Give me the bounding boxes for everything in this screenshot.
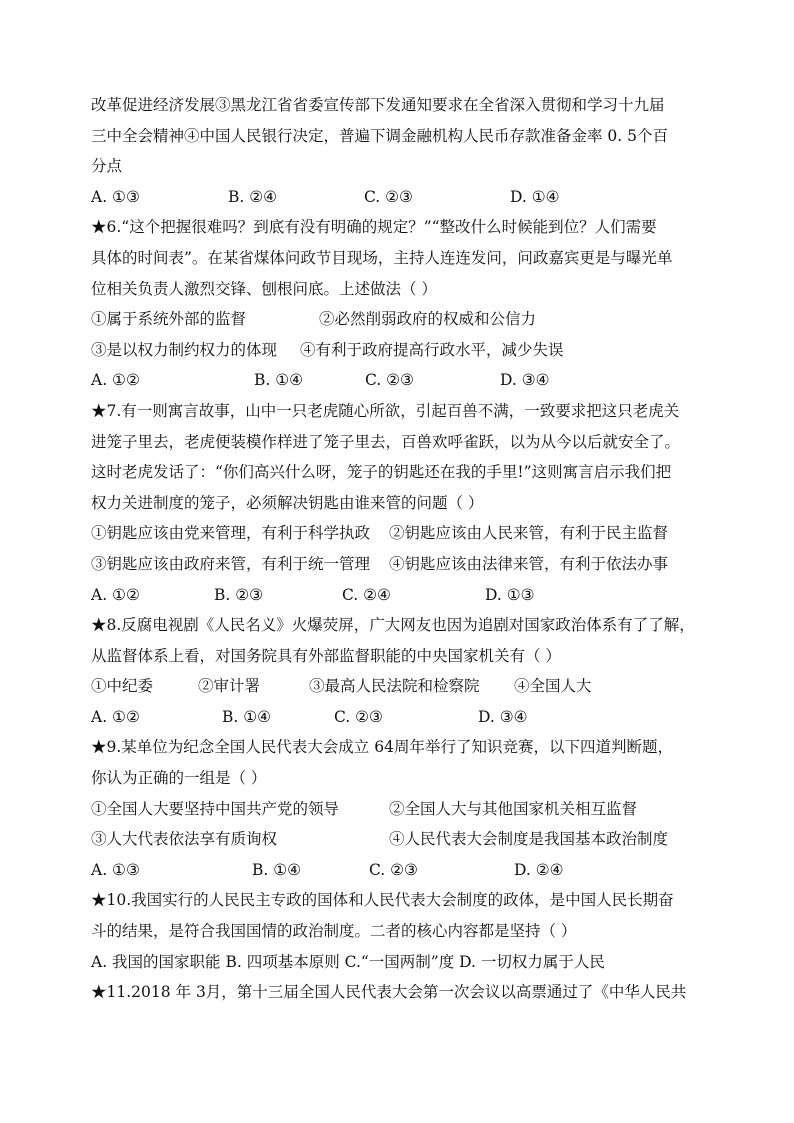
q8-statement-3: ③最高人民法院和检察院 [309, 677, 480, 696]
q6-statements-row [91, 335, 711, 366]
q8-statement-2: ②审计署 [198, 677, 261, 696]
q8-statements-row [91, 671, 711, 702]
q6-statement-3: ③是以权力制约权力的体现 [91, 340, 278, 359]
q7-statement-1: ①钥匙应该由党来管理，有利于科学执政 [91, 524, 371, 543]
option-c: C. ②③ [369, 860, 418, 879]
option-b: B. ②③ [214, 585, 264, 604]
text-line: 分点 [91, 157, 123, 176]
q7-stem-line: ★7.有一则寓言故事，山中一只老虎随心所欲，引起百兽不满，一致要求把这只老虎关 [91, 401, 680, 420]
option-d: D. ①④ [510, 187, 560, 206]
q6-statements-row [91, 304, 711, 335]
option-c: C. ②③ [364, 187, 413, 206]
q7-statements-row [91, 518, 711, 549]
option-c: C. ②③ [365, 371, 414, 390]
option-b: B. ①④ [252, 860, 302, 879]
q10-options: A. 我国的国家职能 B. 四项基本原则 C.“一国两制”度 D. 一切权力属于人民 [91, 952, 605, 971]
q9-stem-line: ★9.某单位为纪念全国人民代表大会成立 64周年举行了知识竞赛，以下四道判断题， [91, 738, 673, 757]
option-a: A. ①③ [91, 187, 140, 206]
option-a: A. ①② [91, 707, 140, 726]
option-d: D. ①③ [485, 585, 535, 604]
q6-options [91, 365, 711, 396]
option-b: B. ①④ [222, 707, 272, 726]
q7-statement-3: ③钥匙应该由政府来管，有利于统一管理 [91, 554, 371, 573]
q7-options [91, 580, 711, 611]
option-d: D. ③④ [500, 371, 550, 390]
q6-stem-line: 位相关负责人激烈交锋、刨根问底。上述做法（ ） [91, 279, 437, 298]
q6-stem-line: 具体的时间表”。在某省煤体问政节目现场，主持人连连发问，问政嘉宾更是与曝光单 [91, 248, 673, 267]
q6-statement-2: ②必然削弱政府的权威和公信力 [319, 310, 537, 329]
q9-statement-3: ③人大代表依法享有质询权 [91, 830, 278, 849]
text-line: 改革促进经济发展③黑龙江省省委宣传部下发通知要求在全省深入贯彻和学习十九届 [91, 96, 665, 114]
q6-stem-line: ★6.“这个把握很难吗？到底有没有明确的规定？”“整改什么时候能到位？人们需要 [91, 218, 657, 237]
q6-statement-4: ④有利于政府提高行政水平，减少失误 [300, 340, 564, 359]
q5-options [91, 182, 711, 213]
option-a: A. ①② [91, 371, 140, 390]
q7-statements-row [91, 549, 711, 580]
q10-stem-line: ★10.我国实行的人民民主专政的国体和人民代表大会制度的政体，是中国人民长期奋 [91, 891, 674, 910]
q9-stem-line: 你认为正确的一组是（ ） [91, 769, 267, 788]
option-c: C. ②④ [342, 585, 391, 604]
q7-stem-line: 进笼子里去，老虎便装模作样进了笼子里去，百兽欢呼雀跃，以为从今以后就安全了。 [91, 432, 681, 451]
q7-stem-line: 权力关进制度的笼子，必须解决钥匙由谁来管的问题（ ） [91, 493, 484, 512]
option-b: B. ①④ [254, 371, 304, 390]
q8-statement-4: ④全国人大 [514, 677, 592, 696]
option-c: C. ②③ [334, 707, 383, 726]
q7-statement-2: ②钥匙应该由人民来管，有利于民主监督 [389, 524, 669, 543]
q9-options [91, 855, 711, 886]
q11-stem-line: ★11.2018 年 3月，第十三届全国人民代表大会第一次会议以高票通过了《中华人民共 [91, 983, 687, 1002]
q7-statement-4: ④钥匙应该由法律来管，有利于依法办事 [389, 554, 669, 573]
q10-stem-line: 斗的结果，是符合我国国情的政治制度。二者的核心内容都是坚持（ ） [91, 922, 577, 941]
q9-statement-2: ②全国人大与其他国家机关相互监督 [389, 799, 638, 818]
q9-statements-row [91, 794, 711, 825]
option-a: A. ①③ [91, 860, 140, 879]
q8-stem-line: ★8.反腐电视剧《人民名义》火爆荧屏，广大网友也因为追剧对国家政治体系有了了解， [91, 616, 695, 635]
option-d: D. ②④ [514, 860, 564, 879]
option-a: A. ①② [91, 585, 140, 604]
q7-stem-line: 这时老虎发话了：“你们高兴什么呀，笼子的钥匙还在我的手里!”这则寓言启示我们把 [91, 463, 672, 482]
q6-statement-1: ①属于系统外部的监督 [91, 310, 247, 329]
q9-statement-4: ④人民代表大会制度是我国基本政治制度 [389, 830, 669, 849]
document-page [91, 90, 711, 1008]
option-b: B. ②④ [228, 187, 278, 206]
q8-options [91, 702, 711, 733]
q8-stem-line: 从监督体系上看，对国务院具有外部监督职能的中央国家机关有（ ） [91, 646, 561, 665]
q8-statement-1: ①中纪委 [91, 677, 154, 696]
q9-statement-1: ①全国人大要坚持中国共产党的领导 [91, 799, 340, 818]
text-line: 三中全会精神④中国人民银行决定，普遍下调金融机构人民币存款准备金率 0. 5个百 [91, 126, 669, 145]
q9-statements-row [91, 824, 711, 855]
option-d: D. ③④ [478, 707, 528, 726]
